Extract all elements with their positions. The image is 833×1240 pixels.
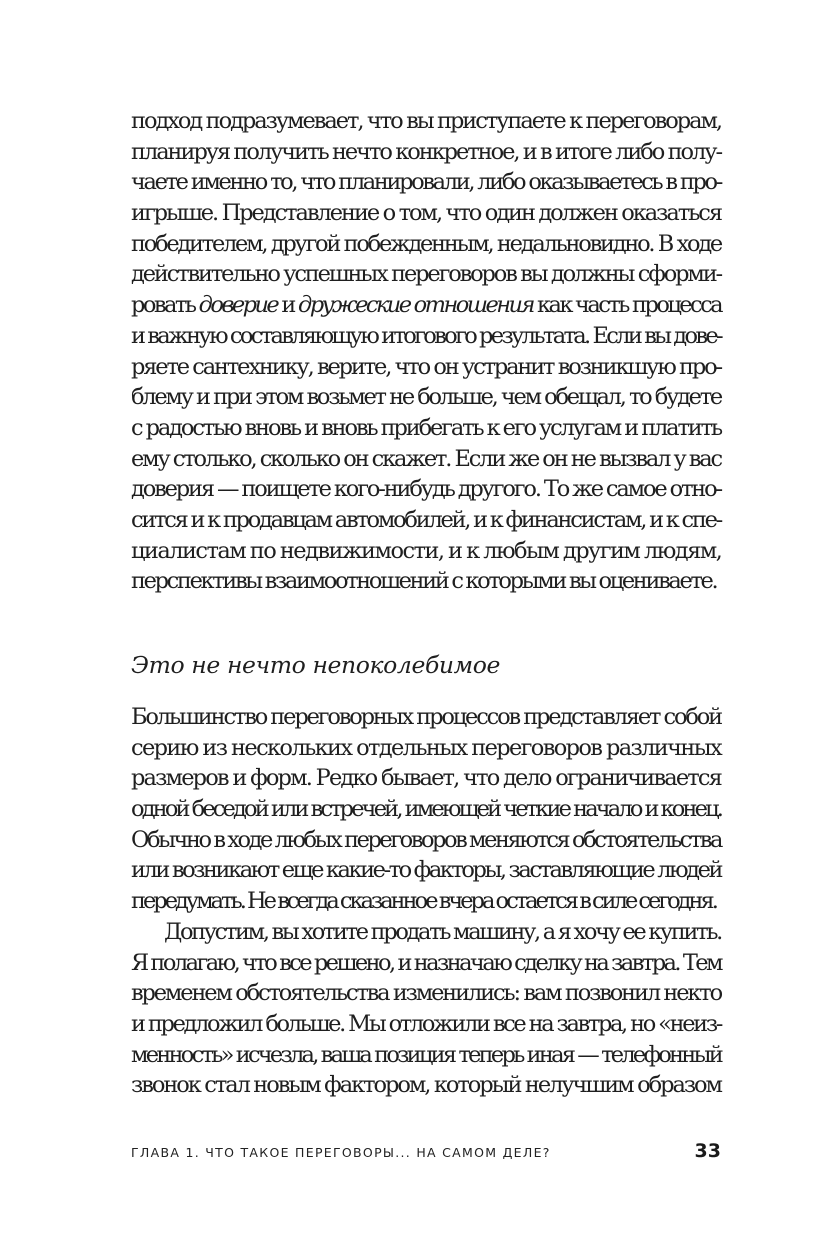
text-line-last: перспективы взаимоотношений с которыми вы оцениваете. bbox=[131, 568, 717, 595]
text-line: звонок стал новым фактором, который нелучшим образом bbox=[131, 1072, 721, 1099]
text-run: и bbox=[277, 292, 298, 319]
text-line: доверия — поищете кого-нибудь другого. То же самое отно- bbox=[131, 476, 721, 503]
text-line: игрыше. Представление о том, что один должен оказаться bbox=[131, 200, 721, 227]
text-line: временем обстоятельства изменились: вам позвонил некто bbox=[131, 980, 721, 1007]
text-line: планируя получить нечто конкретное, и в итоге либо полу- bbox=[131, 138, 721, 165]
text-line: подход подразумевает, что вы приступаете к переговорам, bbox=[131, 108, 721, 134]
text-line-with-emphasis bbox=[131, 290, 721, 321]
running-head: ГЛАВА 1. ЧТО ТАКОЕ ПЕРЕГОВОРЫ... НА САМОМ ДЕЛЕ? bbox=[131, 1145, 551, 1160]
text-line-indented: Допустим, вы хотите продать машину, а я хочу ее купить. bbox=[164, 919, 721, 945]
text-line: чаете именно то, что планировали, либо оказываетесь в про- bbox=[131, 169, 721, 196]
text-line: и важную составляющую итогового результата. Если вы дове- bbox=[131, 322, 721, 349]
text-line-last: передумать. Не всегда сказанное вчера остается в силе сегодня. bbox=[131, 888, 716, 915]
text-line: ряете сантехнику, верите, что он устранит возникшую про- bbox=[131, 353, 721, 380]
text-line: размеров и форм. Редко бывает, что дело ограничивается bbox=[131, 765, 721, 792]
paragraph-3 bbox=[131, 917, 721, 1101]
text-line: Я полагаю, что все решено, и назначаю сделку на завтра. Тем bbox=[131, 949, 721, 976]
text-line: циалистам по недвижимости, и к любым другим людям, bbox=[131, 537, 722, 564]
page-footer bbox=[131, 1140, 721, 1168]
text-line: менность» исчезла, ваша позиция теперь иная — телефонный bbox=[131, 1041, 721, 1068]
text-line: или возникают еще какие-то факторы, заставляющие людей bbox=[131, 857, 721, 884]
paragraph-2 bbox=[131, 702, 721, 917]
text-run: ровать bbox=[131, 292, 199, 319]
page-number: 33 bbox=[694, 1140, 721, 1162]
text-line: Большинство переговорных процессов представляет собой bbox=[131, 704, 721, 730]
text-line: серию из нескольких отдельных переговоров различных bbox=[131, 734, 721, 761]
text-line: сится и к продавцам автомобилей, и к финансистам, и к спе- bbox=[131, 506, 721, 533]
emphasis-friendly-relations: дружеские отношения bbox=[297, 292, 533, 319]
text-line: действительно успешных переговоров вы должны сформи- bbox=[131, 261, 721, 288]
emphasis-trust: доверие bbox=[198, 292, 278, 319]
paragraph-1 bbox=[131, 106, 721, 597]
text-line: блему и при этом возьмет не больше, чем обещал, то будете bbox=[131, 384, 721, 411]
text-line: одной беседой или встречей, имеющей четкие начало и конец. bbox=[131, 796, 721, 823]
text-line: с радостью вновь и вновь прибегать к его услугам и платить bbox=[131, 414, 721, 441]
text-run: как часть процесса bbox=[532, 292, 721, 319]
section-heading: Это не нечто непоколебимое bbox=[131, 651, 500, 679]
text-line: ему столько, сколько он скажет. Если же он не вызвал у вас bbox=[131, 445, 721, 472]
text-line: Обычно в ходе любых переговоров меняются обстоятельства bbox=[131, 826, 721, 853]
text-line: победителем, другой побежденным, недальновидно. В ходе bbox=[131, 230, 721, 257]
text-line: и предложил больше. Мы отложили все на завтра, но «неиз- bbox=[131, 1011, 721, 1038]
